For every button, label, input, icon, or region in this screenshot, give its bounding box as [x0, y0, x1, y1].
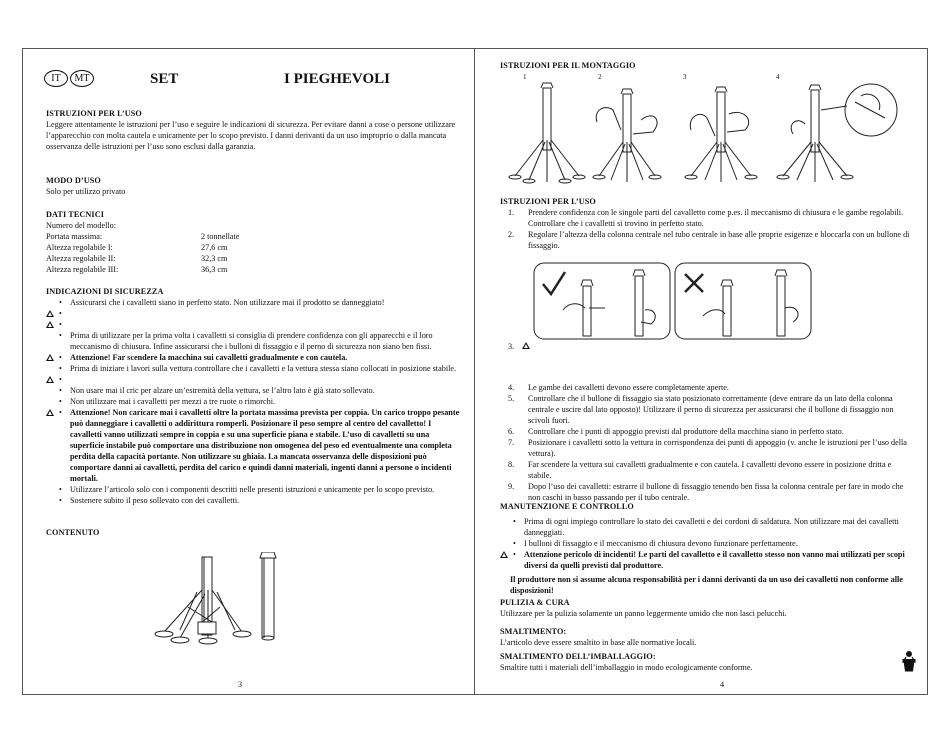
imballaggio-section: [500, 651, 900, 673]
manutenzione-note: Il produttore non si assume alcuna responsabilità per i danni derivanti da un uso dei cavalletti non conforme alle disposizioni!: [510, 575, 903, 595]
item-number: 8.: [508, 460, 515, 469]
bullet-dot: •: [59, 375, 62, 384]
bullet-item: [46, 308, 464, 319]
numbered-item: [508, 426, 914, 437]
uso-list-2-wrap: [508, 382, 914, 503]
bullet-text: Attenzione! Non caricare mai i cavalletti oltre la portata massima prevista per coppia. Un carico troppo pesante può danneggiare i cavalletti o addirittura romperli. Posizionare il peso sempre al centro del cavalletto! I cavalletti vanno utilizzati sempre in coppia e su una superficie piana e stabile. L’uso di cavalletti su una superficie instabile può comportare una distribuzione non omogenea del peso ed eventualmente una completa perdita della capacità portante. Non utilizzare su ghiaia. La mancata osservanza delle disposizioni può comportare danni ai cavalletti, perdita del carico e quindi danni materiali, ingenti danni a persone o incidenti mortali.: [70, 408, 460, 483]
bullet-text: Non usare mai il cric per alzare un’estremità della vettura, se l’altro lato è già stato sollevato.: [70, 386, 375, 395]
step-1-label: 1: [523, 73, 527, 81]
bullet-dot: •: [59, 397, 62, 406]
item-text: Posizionare i cavalletti sotto la vettura in corrispondenza dei punti di appoggio (v. anche le istruzioni per l’uso della vettura).: [528, 438, 907, 458]
bullet-item: [46, 495, 464, 506]
bullet-dot: •: [59, 485, 62, 494]
assembly-illustrations: [505, 80, 905, 190]
bullet-item: [500, 538, 914, 549]
right-page: [475, 0, 950, 734]
check-icon: [543, 272, 565, 294]
pulizia-heading: PULIZIA & CURA: [500, 598, 570, 607]
title-right: I PIEGHEVOLI: [284, 71, 390, 87]
spec-value: 36,3 cm: [201, 265, 228, 274]
manutenzione-section: [500, 501, 914, 596]
cross-icon: [685, 274, 703, 292]
uso-item-3-number: 3.: [508, 342, 515, 351]
uso-list-1: [508, 207, 914, 251]
item-text: Far scendere la vettura sui cavalletti gradualmente e con cautela. I cavalletti devono essere in posizione dritta e stabile.: [528, 460, 892, 480]
bullet-item: [500, 549, 914, 571]
bullet-dot: •: [59, 496, 62, 505]
sicurezza-heading: INDICAZIONI DI SICUREZZA: [46, 287, 164, 296]
spec-key: Altezza regolabile II:: [46, 254, 116, 263]
bullet-item: [46, 385, 464, 396]
numbered-item: [508, 481, 914, 503]
step-2-label: 2: [598, 73, 602, 81]
warning-icon: [500, 550, 508, 561]
item-number: 4.: [508, 383, 515, 392]
spec-value: 27,6 cm: [201, 243, 228, 252]
correct-box: [534, 263, 670, 339]
spec-row: [46, 264, 462, 275]
istruzioni-heading: ISTRUZIONI PER L’USO: [46, 109, 142, 118]
istruzioni-text: Leggere attentamente le istruzioni per l’uso e seguire le indicazioni di sicurezza. Per evitare danni a cose o persone utilizzare l’apparecchio con molta cautela e unicamente per lo scopo previsto. I danni derivanti da un uso improprio o dalla mancata osservanza delle istruzioni per l’uso sono esclusi dalla garanzia.: [46, 120, 456, 151]
bullet-text: Prima di ogni impiego controllare lo stato dei cavalletti e dei cordoni di saldatura. Non utilizzare mai dei cavalletti danneggiati.: [524, 517, 899, 537]
correct-incorrect-illustration: [533, 262, 823, 340]
bullet-dot: •: [59, 320, 62, 329]
contents-illustration: [150, 552, 310, 647]
bullet-item: [46, 363, 464, 374]
spec-key: Altezza regolabile I:: [46, 243, 113, 252]
item-text: Regolare l’altezza della colonna centrale nel tubo centrale in base alle proprie esigenze e bloccarla con un bullone di fissaggio.: [528, 230, 910, 250]
bullet-dot: •: [59, 353, 62, 362]
manutenzione-heading: MANUTENZIONE E CONTROLLO: [500, 502, 634, 511]
bullet-text: Non utilizzare mai i cavalletti per mezzi a tre ruote o rimorchi.: [70, 397, 276, 406]
sicurezza-list: [46, 297, 464, 506]
item-text: Controllare che i punti di appoggio previsti dal produttore della macchina siano in perfetto stato.: [528, 427, 844, 436]
stand-step-3: [685, 87, 757, 182]
bullet-dot: •: [513, 539, 516, 548]
contenuto-heading: CONTENUTO: [46, 528, 100, 537]
bullet-item: [46, 297, 464, 308]
modo-section: [46, 175, 462, 197]
bullet-dot: •: [59, 364, 62, 373]
stand-step-4: [777, 84, 897, 182]
bullet-text: Sostenere subito il peso sollevato con dei cavalletti.: [70, 496, 240, 505]
item-text: Le gambe dei cavalletti devono essere completamente aperte.: [528, 383, 729, 392]
bullet-item: [46, 484, 464, 495]
bullet-text: Prima di utilizzare per la prima volta i cavalletti si consiglia di prendere confidenza con gli apparecchi e il loro meccanismo di chiusura. Infine assicurarsi che i bulloni di fissaggio e il perno di sicurezza non siano ben fissi.: [70, 331, 433, 351]
item-number: 6.: [508, 427, 515, 436]
bullet-item: [46, 374, 464, 385]
item-number: 7.: [508, 438, 515, 447]
spec-value: 32,3 cm: [201, 254, 228, 263]
contenuto-section: [46, 527, 100, 538]
page-number-right: 4: [720, 680, 725, 689]
spec-key: Altezza regolabile III:: [46, 265, 119, 274]
dati-heading: DATI TECNICI: [46, 210, 104, 219]
spec-key: Numero del modello:: [46, 221, 117, 230]
bullet-text: Attenzione! Far scendere la macchina sui cavalletti gradualmente e con cautela.: [70, 353, 348, 362]
bullet-item: [46, 330, 464, 352]
imballaggio-text: Smaltire tutti i materiali dell’imballaggio in modo ecologicamente conforme.: [500, 663, 753, 672]
numbered-item: [508, 229, 914, 251]
istruzioni-section: [46, 108, 462, 152]
modo-heading: MODO D’USO: [46, 176, 101, 185]
right-page-top-rule: [475, 48, 928, 49]
item-number: 1.: [508, 208, 515, 217]
bullet-text: Assicurarsi che i cavalletti siano in perfetto stato. Non utilizzare mai il prodotto se danneggiato!: [70, 298, 385, 307]
badge-mt: MT: [70, 70, 94, 87]
trash-bin-icon: [900, 650, 918, 672]
bullet-text: Attenzione pericolo di incidenti! Le parti del cavalletto e il cavalletto stesso non vanno mai utilizzati per scopi diversi da quelli previsti dal produttore.: [524, 550, 905, 570]
bullet-item: [46, 407, 464, 484]
imballaggio-heading: SMALTIMENTO DELL’IMBALLAGGIO:: [500, 652, 656, 661]
warning-icon: [522, 342, 530, 349]
numbered-item: [508, 207, 914, 229]
spec-value: 2 tonnellate: [201, 232, 240, 241]
stand-step-1: [509, 83, 585, 183]
bullet-dot: •: [59, 309, 62, 318]
modo-text: Solo per utilizzo privato: [46, 187, 126, 196]
bullet-dot: •: [59, 386, 62, 395]
item-number: 9.: [508, 482, 515, 491]
bullet-item: [500, 516, 914, 538]
left-page-bottom-rule: [22, 694, 475, 695]
item-text: Prendere confidenza con le singole parti del cavalletto come p.es. il meccanismo di chiusura e le gambe regolabili. Controllare che i cavalletti si trovino in perfetto stato.: [528, 208, 904, 228]
spec-row: [46, 253, 462, 264]
bullet-text: Utilizzare l’articolo solo con i componenti descritti nelle presenti istruzioni e unicamente per lo scopo previsto.: [70, 485, 435, 494]
bullet-dot: •: [59, 408, 62, 417]
left-page-top-rule: [22, 48, 475, 49]
dati-rows: [46, 220, 462, 275]
bullet-dot: •: [59, 298, 62, 307]
manutenzione-list: [500, 516, 914, 571]
bullet-item: [46, 396, 464, 407]
spec-row: [46, 242, 462, 253]
bullet-text: Prima di iniziare i lavori sulla vettura controllare che i cavalletti e la vettura stessa siano collocati in posizione stabile.: [70, 364, 457, 373]
step-4-label: 4: [776, 73, 780, 81]
smaltimento-text: L’articolo deve essere smaltito in base alle normative locali.: [500, 638, 697, 647]
numbered-item: [508, 459, 914, 481]
smaltimento-heading: SMALTIMENTO:: [500, 627, 567, 636]
sicurezza-section: [46, 286, 464, 506]
bullet-dot: •: [59, 331, 62, 340]
language-badges: [44, 70, 94, 87]
bullet-item: [46, 352, 464, 363]
pulizia-text: Utilizzare per la pulizia solamente un panno leggermente umido che non lasci pelucchi.: [500, 609, 787, 618]
page-number-left: 3: [238, 680, 243, 689]
item-text: Dopo l’uso dei cavalletti: estrarre il bullone di fissaggio tenendo ben fissa la colonna centrale per fare in modo che non caschi in basso passando per il tubo centrale.: [528, 482, 904, 502]
montaggio-section: [500, 60, 636, 71]
title-left: SET: [150, 71, 179, 87]
bullet-item: [46, 319, 464, 330]
warning-icon: [46, 408, 54, 419]
uso-heading: ISTRUZIONI PER L’USO: [500, 197, 596, 206]
badge-it: IT: [44, 70, 68, 87]
montaggio-heading: ISTRUZIONI PER IL MONTAGGIO: [500, 61, 636, 70]
right-page-right-rule: [927, 48, 928, 694]
pulizia-section: [500, 597, 914, 619]
bullet-text: I bulloni di fissaggio e il meccanismo di chiusura devono funzionare perfettamente.: [524, 539, 798, 548]
spec-key: Portata massima:: [46, 232, 103, 241]
item-number: 5.: [508, 394, 515, 403]
numbered-item: [508, 393, 914, 426]
uso-list-2: [508, 382, 914, 503]
item-number: 2.: [508, 230, 515, 239]
step-3-label: 3: [683, 73, 687, 81]
smaltimento-section: [500, 626, 914, 648]
bullet-dot: •: [513, 517, 516, 526]
spec-row: [46, 220, 462, 231]
numbered-item: [508, 382, 914, 393]
numbered-item: [508, 437, 914, 459]
uso-item-3: [508, 341, 530, 352]
left-page-left-rule: [22, 48, 23, 694]
dati-section: [46, 209, 462, 275]
stand-step-2: [593, 89, 661, 182]
item-text: Controllare che il bullone di fissaggio sia stato posizionato correttamente (deve entrare da un lato della colonna centrale e uscire dal lato opposto)! Utilizzare il perno di sicurezza per assicurarsi che il bullone di fissaggio non scivoli fuori.: [528, 394, 894, 425]
bullet-dot: •: [513, 550, 516, 559]
spec-row: [46, 231, 462, 242]
right-page-bottom-rule: [475, 694, 928, 695]
uso-section: [500, 196, 914, 251]
incorrect-box: [675, 263, 811, 339]
